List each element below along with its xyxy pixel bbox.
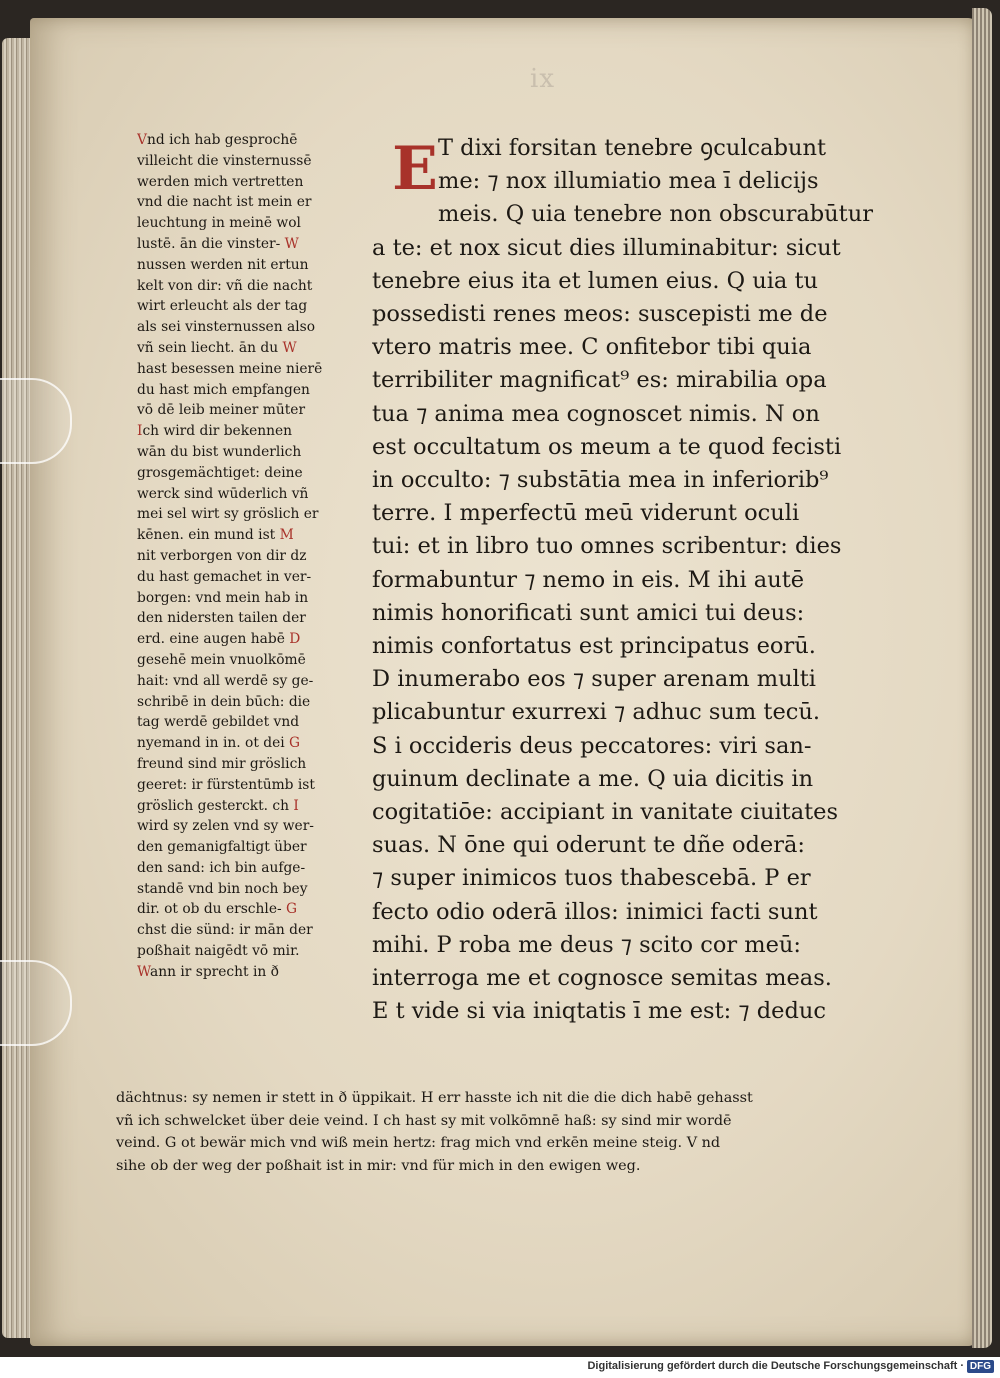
rubric-initial: M xyxy=(275,527,294,544)
left-column-line: du hast mich empfangen xyxy=(137,381,310,398)
latin-line: tua ⁊ anima mea cognoscet nimis. N on xyxy=(372,400,820,427)
latin-line: a te: et nox sicut dies illuminabitur: sicut xyxy=(372,234,841,261)
latin-line: suas. N ōne qui oderunt te dñe oderā: xyxy=(372,832,805,859)
dfg-logo: DFG xyxy=(967,1360,994,1373)
latin-line: plicabuntur exurrexi ⁊ adhuc sum tecū. xyxy=(372,699,821,726)
latin-line: vtero matris mee. C onfitebor tibi quia xyxy=(372,334,812,361)
german-continuation-lines xyxy=(116,1087,906,1177)
latin-line: T dixi forsitan tenebre ꝯculcabunt xyxy=(438,135,826,161)
left-column-line: hast besessen meine nierē xyxy=(137,360,323,377)
latin-line: meis. Q uia tenebre non obscurabūtur xyxy=(438,201,873,228)
latin-line: cogitatiōe: accipiant in vanitate ciuitates xyxy=(372,799,839,826)
clip-tab-lower xyxy=(0,960,72,1046)
left-column-line: vnd die nacht ist mein er xyxy=(137,194,312,211)
left-column-line xyxy=(137,525,373,546)
left-column-line: poßhait naigēdt vō mir. xyxy=(137,943,300,960)
latin-line: fecto odio oderā illos: inimici facti sunt xyxy=(372,898,818,925)
bottom-line: vñ ich schwelcket über deie veind. I ch hast sy mit volkōmnē haß: sy sind mir wordē xyxy=(116,1112,732,1129)
left-column-line xyxy=(137,899,373,920)
bottom-line: veind. G ot bewär mich vnd wiß mein hertz: frag mich vnd erkēn meine steig. V nd xyxy=(116,1135,721,1152)
latin-line: est occultatum os meum a te quod fecisti xyxy=(372,433,842,460)
rubric-initial: G xyxy=(281,901,298,918)
left-column-line: tag werdē gebildet vnd xyxy=(137,714,300,731)
left-column-line xyxy=(137,234,373,255)
line-text: dir. ot ob du erschle- xyxy=(137,901,282,918)
left-column-line: wirt erleucht als der tag xyxy=(137,298,308,315)
left-column-line: werden mich vertretten xyxy=(137,173,304,190)
footer-bar xyxy=(0,1357,1000,1378)
left-column-line xyxy=(137,629,373,650)
bottom-line: sihe ob der weg der poßhait ist in mir: vnd für mich in den ewigen weg. xyxy=(116,1157,641,1174)
line-text: erd. eine augen habē xyxy=(137,631,285,648)
left-column-line xyxy=(137,962,373,983)
rubric-initial: G xyxy=(284,735,301,752)
left-column-line: kelt von dir: vñ die nacht xyxy=(137,277,313,294)
left-column-line: wird sy zelen vnd sy wer- xyxy=(137,818,314,835)
left-column-line: mei sel wirt sy gröslich er xyxy=(137,506,319,523)
latin-line: possedisti renes meos: suscepisti me de xyxy=(372,301,828,328)
left-column-line xyxy=(137,338,373,359)
latin-line: nimis confortatus est principatus eorū. xyxy=(372,633,816,660)
line-text: ann ir sprecht in ð xyxy=(149,963,279,980)
left-column-line: geeret: ir fürstentūmb ist xyxy=(137,776,315,793)
line-text: nyemand in in. ot dei xyxy=(137,735,285,752)
rubric-initial: D xyxy=(284,631,301,648)
left-column-line: nussen werden nit ertun xyxy=(137,256,309,273)
left-column-line: chst die sünd: ir mān der xyxy=(137,922,313,939)
latin-line: mihi. P roba me deus ⁊ scito cor meū: xyxy=(372,931,801,958)
latin-line: interroga me et cognosce semitas meas. xyxy=(372,965,832,992)
bottom-line: dächtnus: sy nemen ir stett in ð üppikait. H err hasste ich nit die die dich habē gehasst xyxy=(116,1090,753,1106)
latin-line: S i occideris deus peccatores: viri san- xyxy=(372,732,812,759)
latin-line: terre. I mperfectū meū viderunt oculi xyxy=(372,500,800,527)
left-column-line: schribē in dein būch: die xyxy=(137,693,311,710)
latin-line: in occulto: ⁊ substātia mea in inferiorib⁹ xyxy=(372,467,829,494)
left-column-line: gesehē mein vnuolkōmē xyxy=(137,651,306,668)
line-text: nd ich hab gesprochē xyxy=(146,132,298,148)
line-text: vñ sein liecht. ān du xyxy=(137,339,279,356)
line-text: kēnen. ein mund ist xyxy=(137,527,276,544)
left-column-line: vō dē leib meiner mūter xyxy=(137,402,306,419)
left-column-line: nit verborgen von dir dz xyxy=(137,547,307,564)
left-column-line: grosgemächtiget: deine xyxy=(137,464,303,481)
latin-line: terribiliter magnificat⁹ es: mirabilia opa xyxy=(372,367,827,394)
rubric-initial: I xyxy=(137,423,143,440)
rubric-initial: W xyxy=(137,963,150,980)
latin-line: formabuntur ⁊ nemo in eis. M ihi autē xyxy=(372,566,805,593)
latin-line: guinum declinate a me. Q uia dicitis in xyxy=(372,765,814,792)
left-column-line: hait: vnd all werdē sy ge- xyxy=(137,672,314,689)
left-column-line xyxy=(137,421,373,442)
german-translation-column xyxy=(137,130,373,983)
left-column-line xyxy=(137,733,373,754)
latin-line: E t vide si via iniqtatis ī me est: ⁊ deduc xyxy=(372,998,826,1025)
latin-line: tui: et in libro tuo omnes scribentur: dies xyxy=(372,533,842,560)
funding-notice: Digitalisierung gefördert durch die Deutsche Forschungsgemeinschaft · xyxy=(587,1360,964,1372)
left-column-line: als sei vinsternussen also xyxy=(137,319,316,336)
clip-tab-upper xyxy=(0,378,72,464)
latin-line: D inumerabo eos ⁊ super arenam multi xyxy=(372,666,816,693)
left-column-line xyxy=(137,130,373,151)
left-column-line: villeicht die vinsternussē xyxy=(137,152,312,169)
line-text: ch wird dir bekennen xyxy=(142,423,293,440)
left-column-line: wān du bist wunderlich xyxy=(137,443,302,460)
decorated-initial: E xyxy=(392,134,438,204)
left-column-line: leuchtung in meinē wol xyxy=(137,215,301,232)
latin-line: nimis honorificati sunt amici tui deus: xyxy=(372,599,805,626)
left-column-line: den sand: ich bin aufge- xyxy=(137,859,306,876)
left-column-line: den gemanigfaltigt über xyxy=(137,839,307,856)
left-column-line xyxy=(137,796,373,817)
latin-line: me: ⁊ nox illumiatio mea ī delicijs xyxy=(438,168,819,195)
rubric-initial: W xyxy=(278,339,297,356)
left-column-line: borgen: vnd mein hab in xyxy=(137,589,309,606)
left-column-line: den nidersten tailen der xyxy=(137,610,306,627)
latin-line: ⁊ super inimicos tuos thabescebā. P er xyxy=(372,865,811,892)
rubric-initial: V xyxy=(137,132,147,148)
left-column-line: du hast gemachet in ver- xyxy=(137,568,312,585)
rubric-initial: I xyxy=(289,797,299,814)
line-text: lustē. ān die vinster- xyxy=(137,235,281,252)
latin-psalm-column xyxy=(372,132,917,1028)
left-column-line: werck sind wūderlich vñ xyxy=(137,485,309,502)
line-text: gröslich gesterckt. ch xyxy=(137,797,290,814)
rubric-initial: W xyxy=(280,235,299,252)
page-stack-right xyxy=(972,8,992,1348)
left-column-line: standē vnd bin noch bey xyxy=(137,880,308,897)
latin-line: tenebre eius ita et lumen eius. Q uia tu xyxy=(372,267,819,294)
folio-number: ix xyxy=(530,64,555,94)
left-column-line: freund sind mir gröslich xyxy=(137,755,307,772)
